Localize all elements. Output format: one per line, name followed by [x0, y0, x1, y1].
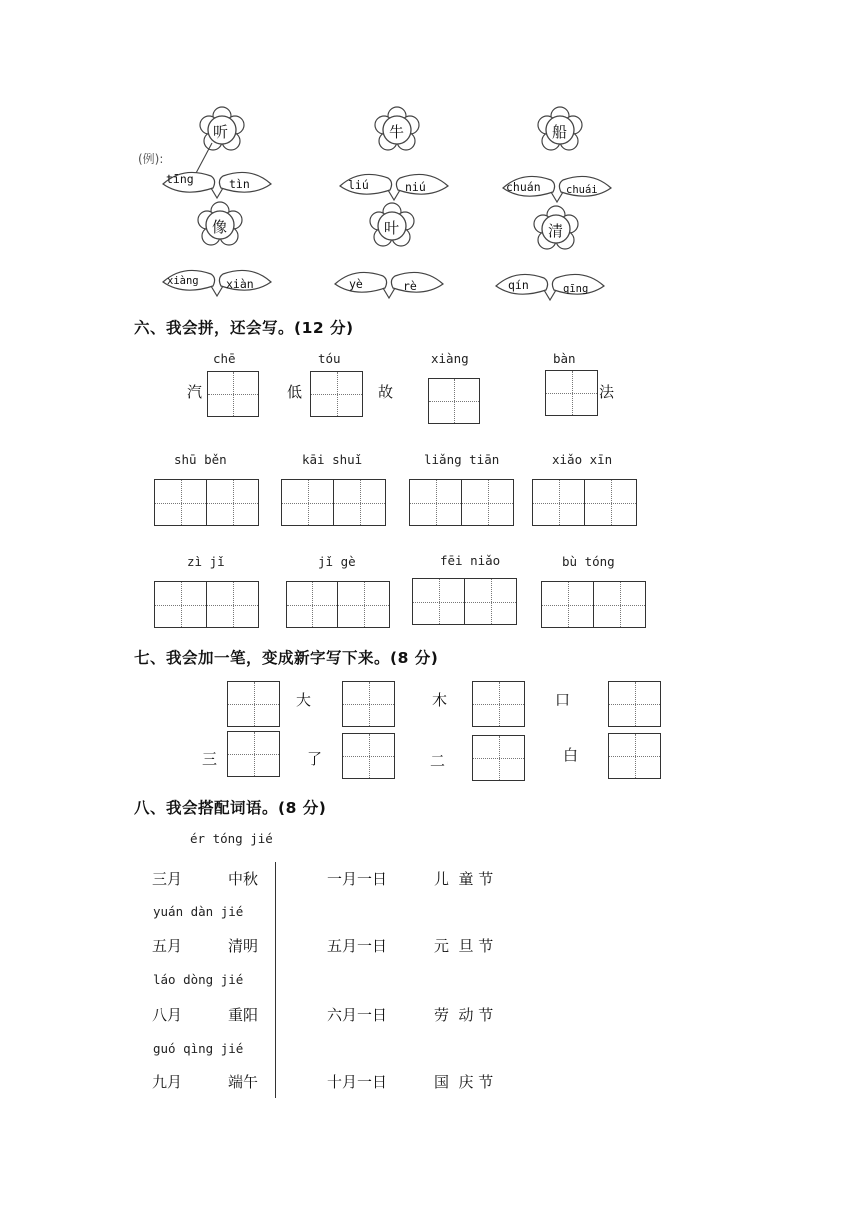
- writing-box[interactable]: [608, 681, 661, 727]
- writing-box[interactable]: [409, 479, 462, 526]
- pinyin-label: chē: [213, 351, 236, 366]
- writing-box[interactable]: [337, 581, 390, 628]
- example-label: (例):: [138, 152, 164, 166]
- writing-box[interactable]: [472, 735, 525, 781]
- pinyin-label: bàn: [553, 351, 576, 366]
- month-label: 九月: [152, 1073, 183, 1091]
- month-label: 五月: [152, 937, 183, 955]
- writing-box[interactable]: [333, 479, 386, 526]
- flower-char: 船: [552, 123, 568, 141]
- writing-box[interactable]: [472, 681, 525, 727]
- leaf-pinyin-left: qín: [508, 278, 529, 292]
- pinyin-annotation: yuán dàn jié: [153, 904, 244, 919]
- writing-box[interactable]: [206, 479, 259, 526]
- writing-box[interactable]: [342, 733, 395, 779]
- pinyin-annotation: ér tóng jié: [190, 831, 273, 846]
- pinyin-label: fēi niǎo: [440, 553, 501, 568]
- month-label: 三月: [152, 870, 183, 888]
- writing-box[interactable]: [532, 479, 585, 526]
- given-char: 法: [599, 383, 615, 401]
- given-char: 汽: [187, 383, 203, 401]
- given-char: 了: [307, 750, 323, 768]
- pinyin-label: kāi shuǐ: [302, 452, 363, 467]
- flower-char: 听: [213, 123, 229, 141]
- date-label: 六月一日: [327, 1006, 388, 1024]
- festival-name: 元 旦 节: [434, 937, 494, 955]
- festival-name: 儿 童 节: [434, 870, 494, 888]
- section-6-title: 六、我会拼，还会写。(12 分): [134, 319, 354, 337]
- date-label: 十月一日: [327, 1073, 388, 1091]
- leaf-pinyin-right: tìn: [229, 177, 250, 191]
- leaf-pinyin-left: tīng: [166, 172, 194, 186]
- pinyin-label: xiǎo xīn: [552, 452, 613, 467]
- writing-box[interactable]: [461, 479, 514, 526]
- writing-box[interactable]: [310, 371, 363, 417]
- pinyin-label: bù tóng: [562, 554, 615, 569]
- festival-name: 国 庆 节: [434, 1073, 494, 1091]
- leaf-pinyin-right: qīng: [563, 283, 589, 295]
- writing-box[interactable]: [541, 581, 594, 628]
- writing-box[interactable]: [227, 681, 280, 727]
- writing-box[interactable]: [207, 371, 259, 417]
- pinyin-label: jǐ gè: [318, 554, 356, 569]
- writing-box[interactable]: [342, 681, 395, 727]
- leaf-pinyin-right: chuái: [566, 184, 598, 196]
- date-label: 一月一日: [327, 870, 388, 888]
- flower-char: 牛: [389, 123, 405, 141]
- given-char: 故: [378, 383, 394, 401]
- leaf-pinyin-left: liú: [348, 178, 369, 192]
- column-divider: [275, 862, 276, 1098]
- pinyin-label: shū běn: [174, 452, 227, 467]
- given-char: 低: [287, 383, 303, 401]
- leaf-pinyin-right: xiàn: [226, 277, 254, 291]
- leaf-pinyin-left: yè: [349, 277, 363, 291]
- section-7-title: 七、我会加一笔，变成新字写下来。(8 分): [134, 649, 439, 667]
- writing-box[interactable]: [428, 378, 480, 424]
- writing-box[interactable]: [206, 581, 259, 628]
- flower-char: 清: [548, 222, 564, 240]
- writing-box[interactable]: [584, 479, 637, 526]
- given-char: 白: [563, 746, 579, 764]
- writing-box[interactable]: [545, 370, 598, 416]
- given-char: 口: [555, 691, 571, 709]
- writing-box[interactable]: [464, 578, 517, 625]
- given-char: 木: [432, 691, 448, 709]
- given-char: 三: [202, 750, 218, 768]
- pinyin-label: liǎng tiān: [424, 452, 500, 467]
- leaf-pinyin-right: rè: [403, 279, 417, 293]
- writing-box[interactable]: [593, 581, 646, 628]
- month-label: 八月: [152, 1006, 183, 1024]
- festival-name: 劳 动 节: [434, 1006, 494, 1024]
- writing-box[interactable]: [227, 731, 280, 777]
- leaf-pinyin-left: chuán: [506, 180, 541, 194]
- writing-box[interactable]: [286, 581, 338, 628]
- pinyin-label: xiàng: [431, 351, 469, 366]
- pinyin-annotation: guó qìng jié: [153, 1041, 244, 1056]
- date-label: 五月一日: [327, 937, 388, 955]
- pinyin-label: zì jǐ: [187, 554, 225, 569]
- flower-leaf-illustrations: [0, 0, 860, 310]
- writing-box[interactable]: [154, 581, 207, 628]
- writing-box[interactable]: [154, 479, 207, 526]
- festival-label: 清明: [228, 937, 259, 955]
- flower-char: 叶: [384, 219, 400, 237]
- flower-char: 像: [212, 218, 228, 236]
- given-char: 二: [430, 752, 446, 770]
- festival-label: 重阳: [228, 1006, 259, 1024]
- festival-label: 中秋: [228, 870, 259, 888]
- leaf-pinyin-left: xiàng: [167, 275, 199, 287]
- given-char: 大: [296, 691, 312, 709]
- section-8-title: 八、我会搭配词语。(8 分): [134, 799, 327, 817]
- pinyin-annotation: láo dòng jié: [153, 972, 244, 987]
- leaf-pinyin-right: niú: [405, 180, 426, 194]
- festival-label: 端午: [228, 1073, 259, 1091]
- writing-box[interactable]: [608, 733, 661, 779]
- writing-box[interactable]: [412, 578, 465, 625]
- pinyin-label: tóu: [318, 351, 341, 366]
- writing-box[interactable]: [281, 479, 334, 526]
